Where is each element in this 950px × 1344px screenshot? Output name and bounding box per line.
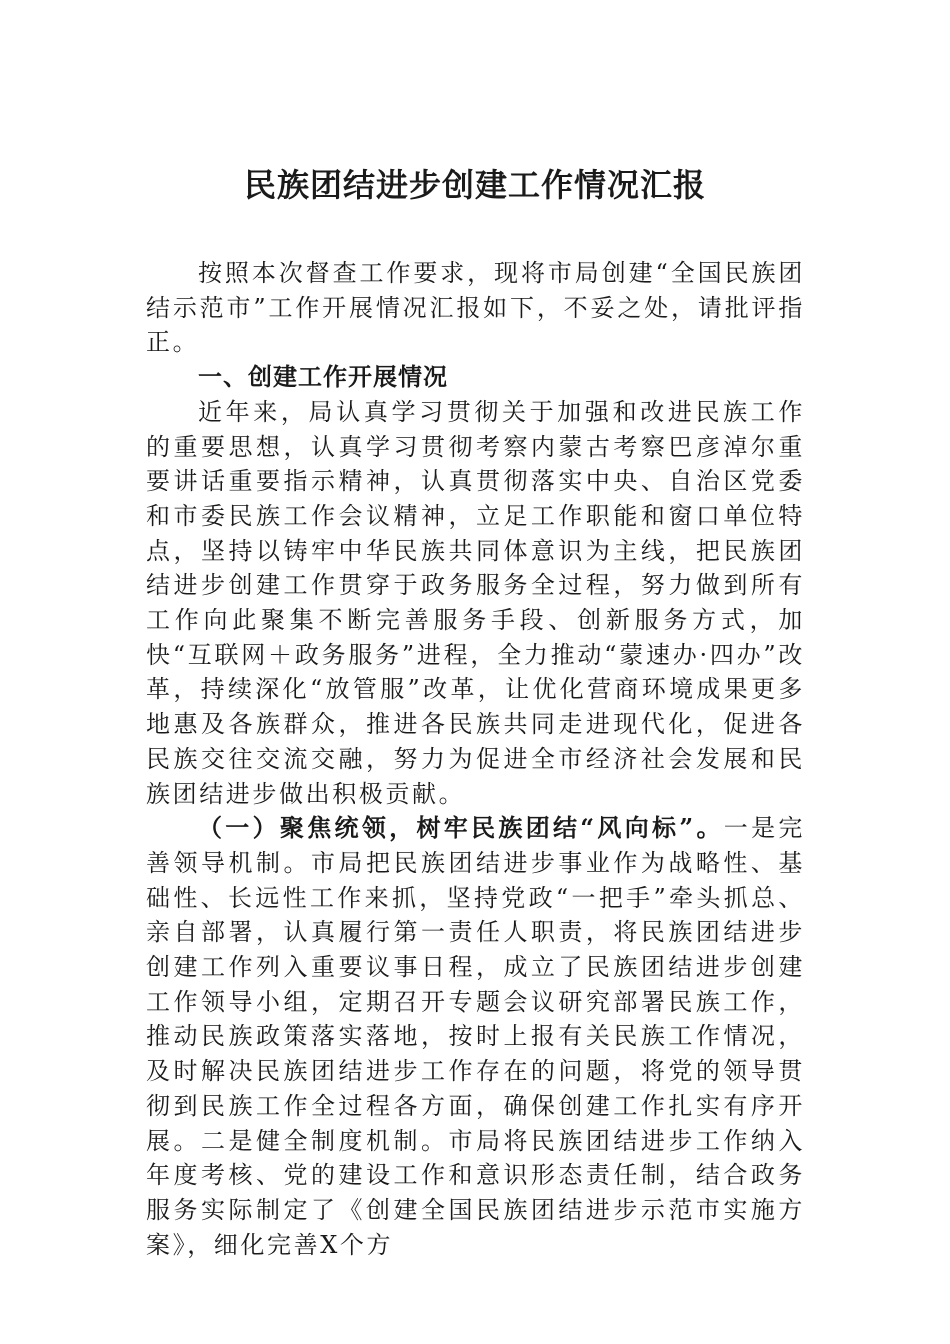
subsection-text: 一是完善领导机制。市局把民族团结进步事业作为战略性、基础性、长远性工作来抓，坚持党政“一把手”牵头抓总、亲自部署，认真履行第一责任人职责，将民族团结进步创建工作列入重要议事日程，成立了民族团结进步创建工作领导小组，定期召开专题会议研究部署民族工作，推动民族政策落实落地，按时上报有关民族工作情况，及时解决民族团结进步工作存在的问题，将党的领导贯彻到民族工作全过程各方面，确保创建工作扎实有序开展。二是健全制度机制。市局将民族团结进步工作纳入年度考核、党的建设工作和意识形态责任制，结合政务服务实际制定了《创建全国民族团结进步示范市实施方案》，细化完善X个方 [146, 814, 805, 1259]
section-paragraph: 近年来，局认真学习贯彻关于加强和改进民族工作的重要思想，认真学习贯彻考察内蒙古考察巴彦淖尔重要讲话重要指示精神，认真贯彻落实中央、自治区党委和市委民族工作会议精神，立足工作职能和窗口单位特点，坚持以铸牢中华民族共同体意识为主线，把民族团结进步创建工作贯穿于政务服务全过程，努力做到所有工作向此聚集不断完善服务手段、创新服务方式，加快“互联网＋政务服务”进程，全力推动“蒙速办·四办”改革，持续深化“放管服”改革，让优化营商环境成果更多地惠及各族群众，推进各民族共同走进现代化，促进各民族交往交流交融，努力为促进全市经济社会发展和民族团结进步做出积极贡献。 [146, 397, 805, 808]
subsection-paragraph [146, 811, 805, 1262]
document-body [146, 256, 805, 1262]
section-heading: 一、创建工作开展情况 [198, 363, 448, 392]
subsection-heading: （一）聚焦统领，树牢民族团结“风向标”。 [198, 813, 724, 843]
intro-paragraph: 按照本次督查工作要求，现将市局创建“全国民族团结示范市”工作开展情况汇报如下，不妥之处，请批评指正。 [146, 259, 805, 357]
document-title: 民族团结进步创建工作情况汇报 [243, 166, 706, 204]
